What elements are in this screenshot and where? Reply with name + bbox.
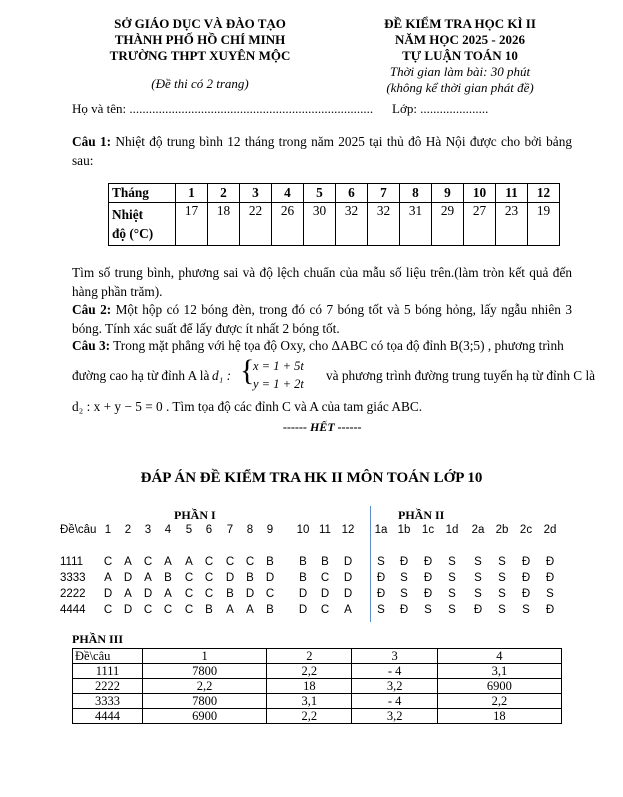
part-1-answer: B (205, 604, 213, 616)
part-2-col-header: 2c (519, 524, 533, 536)
part-2-answer: S (400, 572, 408, 584)
d1-equation-1: x = 1 + 5t (253, 359, 304, 373)
question-3-label: Câu 3: (72, 338, 111, 353)
part-1-col-header: 1 (104, 524, 112, 536)
part-2-answer: S (522, 604, 530, 616)
part-2-answer: S (498, 604, 506, 616)
part-1-answer: C (320, 604, 330, 616)
question-2-text: Một hộp có 12 bóng đèn, trong đó có 7 bóng tốt và 5 bóng hỏng, lấy ngẫu nhiên 3 bóng. Tính xác suất để lấy được ít nhất 2 bóng tốt. (72, 302, 573, 336)
answer-row-code: 3333 (60, 572, 86, 584)
table-cell: 7800 (143, 664, 267, 679)
answer-title: ĐÁP ÁN ĐỀ KIỂM TRA HK II MÔN TOÁN LỚP 10 (140, 470, 483, 486)
question-1-text: Nhiệt độ trung bình 12 tháng trong năm 2025 tại thủ đô Hà Nội được cho bởi bảng sau: (72, 134, 573, 168)
part-3-header-cell: 1 (143, 649, 267, 664)
temperature-cell: 32 (336, 203, 368, 246)
part-1-answer: C (184, 572, 194, 584)
part-1-answer: B (299, 556, 307, 568)
temperature-cell: 19 (528, 203, 560, 246)
part-1-answer: C (204, 572, 214, 584)
temperature-cell: 32 (368, 203, 400, 246)
answer-row-code: 1111 (60, 556, 84, 568)
d1-equation-2: y = 1 + 2t (253, 377, 304, 391)
duration-note: Thời gian làm bài: 30 phút (389, 64, 531, 79)
part-1-answer: C (143, 556, 153, 568)
month-cell: 5 (304, 184, 336, 203)
question-1-label: Câu 1: (72, 134, 112, 149)
part-1-answer: C (103, 604, 113, 616)
answer-col-header: Đề\câu (60, 524, 97, 536)
part-1-answer: B (321, 556, 329, 568)
part-1-answer: C (103, 556, 113, 568)
part-1-col-header: 6 (205, 524, 213, 536)
table-cell: 2,2 (143, 679, 267, 694)
class-line: Lớp: ..................... (392, 101, 489, 116)
month-row (109, 184, 560, 203)
table-cell: 3333 (73, 694, 143, 709)
part-3-header-row (73, 649, 562, 664)
part-1-answer: D (245, 588, 255, 600)
part-3-header-cell: 3 (352, 649, 437, 664)
part-1-answer: A (164, 556, 172, 568)
month-cell: 10 (464, 184, 496, 203)
part-3-heading: PHẦN III (72, 632, 124, 646)
part-1-col-header: 2 (124, 524, 132, 536)
part-2-answer: S (424, 604, 432, 616)
question-2 (72, 300, 572, 338)
answer-row-code: 4444 (60, 604, 86, 616)
part-1-col-header: 10 (296, 524, 310, 536)
part-2-col-header: 1a (374, 524, 388, 536)
part-2-col-header: 1c (421, 524, 435, 536)
question-3-text-2b: và phương trình đường trung tuyến hạ từ đỉnh C là (326, 368, 596, 383)
temperature-header (109, 203, 176, 246)
part-1-answer: C (265, 588, 275, 600)
part-1-answer: C (204, 556, 214, 568)
part-1-answer: C (163, 604, 173, 616)
table-cell: 2,2 (267, 709, 352, 724)
part-1-col-header: 11 (319, 524, 331, 536)
part-2-answer: Đ (399, 556, 409, 568)
part-1-answer: D (320, 588, 330, 600)
department-name: SỞ GIÁO DỤC VÀ ĐÀO TẠO (114, 16, 286, 31)
part-2-answer: Đ (521, 572, 531, 584)
part-2-answer: S (377, 556, 385, 568)
table-cell: 2222 (73, 679, 143, 694)
part-2-answer: S (498, 588, 506, 600)
temperature-cell: 18 (208, 203, 240, 246)
part-2-answer: Đ (545, 604, 555, 616)
month-cell: 4 (272, 184, 304, 203)
part-2-answer: Đ (521, 556, 531, 568)
temperature-cell: 26 (272, 203, 304, 246)
part-1-answer: D (103, 588, 113, 600)
temperature-cell: 17 (176, 203, 208, 246)
part-2-answer: S (498, 556, 506, 568)
part-2-answer: S (377, 604, 385, 616)
part-1-col-header: 9 (266, 524, 274, 536)
part-3-header-cell: 4 (437, 649, 561, 664)
table-cell: 1111 (73, 664, 143, 679)
table-cell: 3,2 (352, 679, 437, 694)
part-1-answer: A (124, 556, 132, 568)
temperature-label-1: Nhiệt (112, 207, 144, 222)
part-1-col-header: 4 (164, 524, 172, 536)
table-cell: 2,2 (267, 664, 352, 679)
part-1-answer: D (343, 572, 353, 584)
part-1-answer: D (143, 588, 153, 600)
part-1-answer: C (184, 588, 194, 600)
month-cell: 9 (432, 184, 464, 203)
month-cell: 7 (368, 184, 400, 203)
subject: TỰ LUẬN TOÁN 10 (402, 48, 518, 63)
month-cell: 2 (208, 184, 240, 203)
question-1-task (72, 263, 572, 301)
question-2-label: Câu 2: (72, 302, 112, 317)
part-1-answer: C (143, 604, 153, 616)
part-1-answer: C (204, 588, 214, 600)
temperature-cell: 30 (304, 203, 336, 246)
question-3 (72, 336, 572, 355)
question-1-task-text: Tìm số trung bình, phương sai và độ lệch chuẩn của mẫu số liệu trên.(làm tròn kết quả đến hàng phần trăm). (72, 265, 572, 299)
part-2-answer: S (546, 588, 554, 600)
table-row (73, 694, 562, 709)
temperature-row (109, 203, 560, 246)
part-1-answer: A (226, 604, 234, 616)
month-cell: 1 (176, 184, 208, 203)
table-row (73, 679, 562, 694)
school-name: TRƯỜNG THPT XUYÊN MỘC (109, 48, 291, 63)
temperature-cell: 29 (432, 203, 464, 246)
part-1-answer: B (266, 604, 274, 616)
part-1-answer: B (299, 572, 307, 584)
part-1-col-header: 3 (144, 524, 152, 536)
part-1-answer: A (164, 588, 172, 600)
part-1-answer: A (124, 588, 132, 600)
brace-icon: { (240, 354, 255, 387)
month-cell: 12 (528, 184, 560, 203)
table-cell: - 4 (352, 664, 437, 679)
part-2-answer: Đ (521, 588, 531, 600)
temperature-cell: 31 (400, 203, 432, 246)
table-cell: 7800 (143, 694, 267, 709)
part-1-answer: B (164, 572, 172, 584)
table-cell: 4444 (73, 709, 143, 724)
question-3-text-1: Trong mặt phẳng với hệ tọa độ Oxy, cho ΔABC có tọa độ đỉnh B(3;5) , phương trình (113, 338, 564, 353)
part-1-answer: A (104, 572, 112, 584)
month-cell: 8 (400, 184, 432, 203)
part-2-col-header: 2d (543, 524, 557, 536)
part-1-answer: C (225, 556, 235, 568)
part-1-answer: D (298, 588, 308, 600)
part-1-answer: B (226, 588, 234, 600)
table-cell: 3,2 (352, 709, 437, 724)
part-2-answer: S (474, 556, 482, 568)
part-2-answer: S (448, 588, 456, 600)
temperature-cell: 27 (464, 203, 496, 246)
page-count-note: (Đề thi có 2 trang) (151, 76, 249, 91)
part-1-answer: D (225, 572, 235, 584)
part-1-col-header: 7 (226, 524, 234, 536)
month-cell: 6 (336, 184, 368, 203)
temperature-table (108, 183, 560, 246)
part-1-heading: PHẦN I (174, 508, 216, 522)
header-right (355, 16, 565, 96)
part-2-col-header: 1b (397, 524, 411, 536)
city-name: THÀNH PHỐ HỒ CHÍ MINH (114, 32, 286, 47)
part-1-answer: A (144, 572, 152, 584)
school-year: NĂM HỌC 2025 - 2026 (395, 32, 525, 47)
temperature-label-2: độ (°C) (112, 226, 154, 241)
part-2-answer: Đ (545, 556, 555, 568)
part-2-answer: S (474, 588, 482, 600)
question-1 (72, 132, 572, 170)
end-marker: ------ HẾT ------ (283, 420, 362, 434)
part-2-col-header: 1d (445, 524, 459, 536)
part-2-answer: Đ (473, 604, 483, 616)
answer-grid (0, 524, 623, 624)
part-2-answer: Đ (376, 588, 386, 600)
question-3-line-2 (72, 368, 209, 384)
exam-title: ĐỀ KIỂM TRA HỌC KÌ II (384, 16, 536, 31)
table-cell: 6900 (437, 679, 561, 694)
part-3-header-cell: Đề\câu (73, 649, 143, 664)
part-2-answer: Đ (423, 572, 433, 584)
name-line: Họ và tên: ........................................................................... (72, 101, 374, 116)
part-2-col-header: 2b (495, 524, 509, 536)
part-2-answer: S (448, 572, 456, 584)
month-header: Tháng (109, 184, 176, 203)
part-2-answer: Đ (423, 556, 433, 568)
table-cell: 3,1 (437, 664, 561, 679)
part-1-answer: A (246, 604, 254, 616)
part-1-answer: D (298, 604, 308, 616)
part-1-col-header: 5 (185, 524, 193, 536)
table-cell: 3,1 (267, 694, 352, 709)
temperature-cell: 23 (496, 203, 528, 246)
part-2-col-header: 2a (471, 524, 485, 536)
part-1-answer: D (343, 556, 353, 568)
part-1-answer: B (266, 556, 274, 568)
part-1-answer: D (265, 572, 275, 584)
month-cell: 11 (496, 184, 528, 203)
month-cell: 3 (240, 184, 272, 203)
part-1-answer: D (343, 588, 353, 600)
table-row (73, 664, 562, 679)
part-2-answer: Đ (376, 572, 386, 584)
part-1-answer: C (184, 604, 194, 616)
part-2-answer: S (498, 572, 506, 584)
duration-exclude-note: (không kể thời gian phát đề) (386, 80, 534, 95)
part-2-answer: S (474, 572, 482, 584)
table-cell: - 4 (352, 694, 437, 709)
part-3-table (72, 648, 562, 724)
question-3-text-2a: đường cao hạ từ đỉnh A là (72, 368, 210, 383)
table-cell: 18 (267, 679, 352, 694)
part-2-answer: Đ (399, 604, 409, 616)
part-2-answer: S (448, 604, 456, 616)
part-2-heading: PHẦN II (398, 508, 445, 522)
part-1-answer: C (320, 572, 330, 584)
table-row (73, 709, 562, 724)
table-cell: 2,2 (437, 694, 561, 709)
temperature-cell: 22 (240, 203, 272, 246)
answer-row-code: 2222 (60, 588, 86, 600)
part-2-answer: S (400, 588, 408, 600)
part-3-header-cell: 2 (267, 649, 352, 664)
part-1-answer: B (246, 572, 254, 584)
part-2-answer: Đ (545, 572, 555, 584)
part-1-answer: C (245, 556, 255, 568)
part-1-answer: A (344, 604, 352, 616)
part-1-col-header: 8 (246, 524, 254, 536)
part-2-answer: S (448, 556, 456, 568)
part-1-answer: A (185, 556, 193, 568)
header-left (90, 16, 310, 92)
part-2-answer: Đ (423, 588, 433, 600)
d1-name: d₁ : (212, 368, 232, 383)
part-1-col-header: 12 (341, 524, 355, 536)
table-cell: 18 (437, 709, 561, 724)
part-1-answer: D (123, 572, 133, 584)
table-cell: 6900 (143, 709, 267, 724)
part-1-answer: D (123, 604, 133, 616)
question-3-text-3: d₂ : x + y − 5 = 0 . Tìm tọa độ các đỉnh C và A của tam giác ABC. (72, 399, 423, 414)
